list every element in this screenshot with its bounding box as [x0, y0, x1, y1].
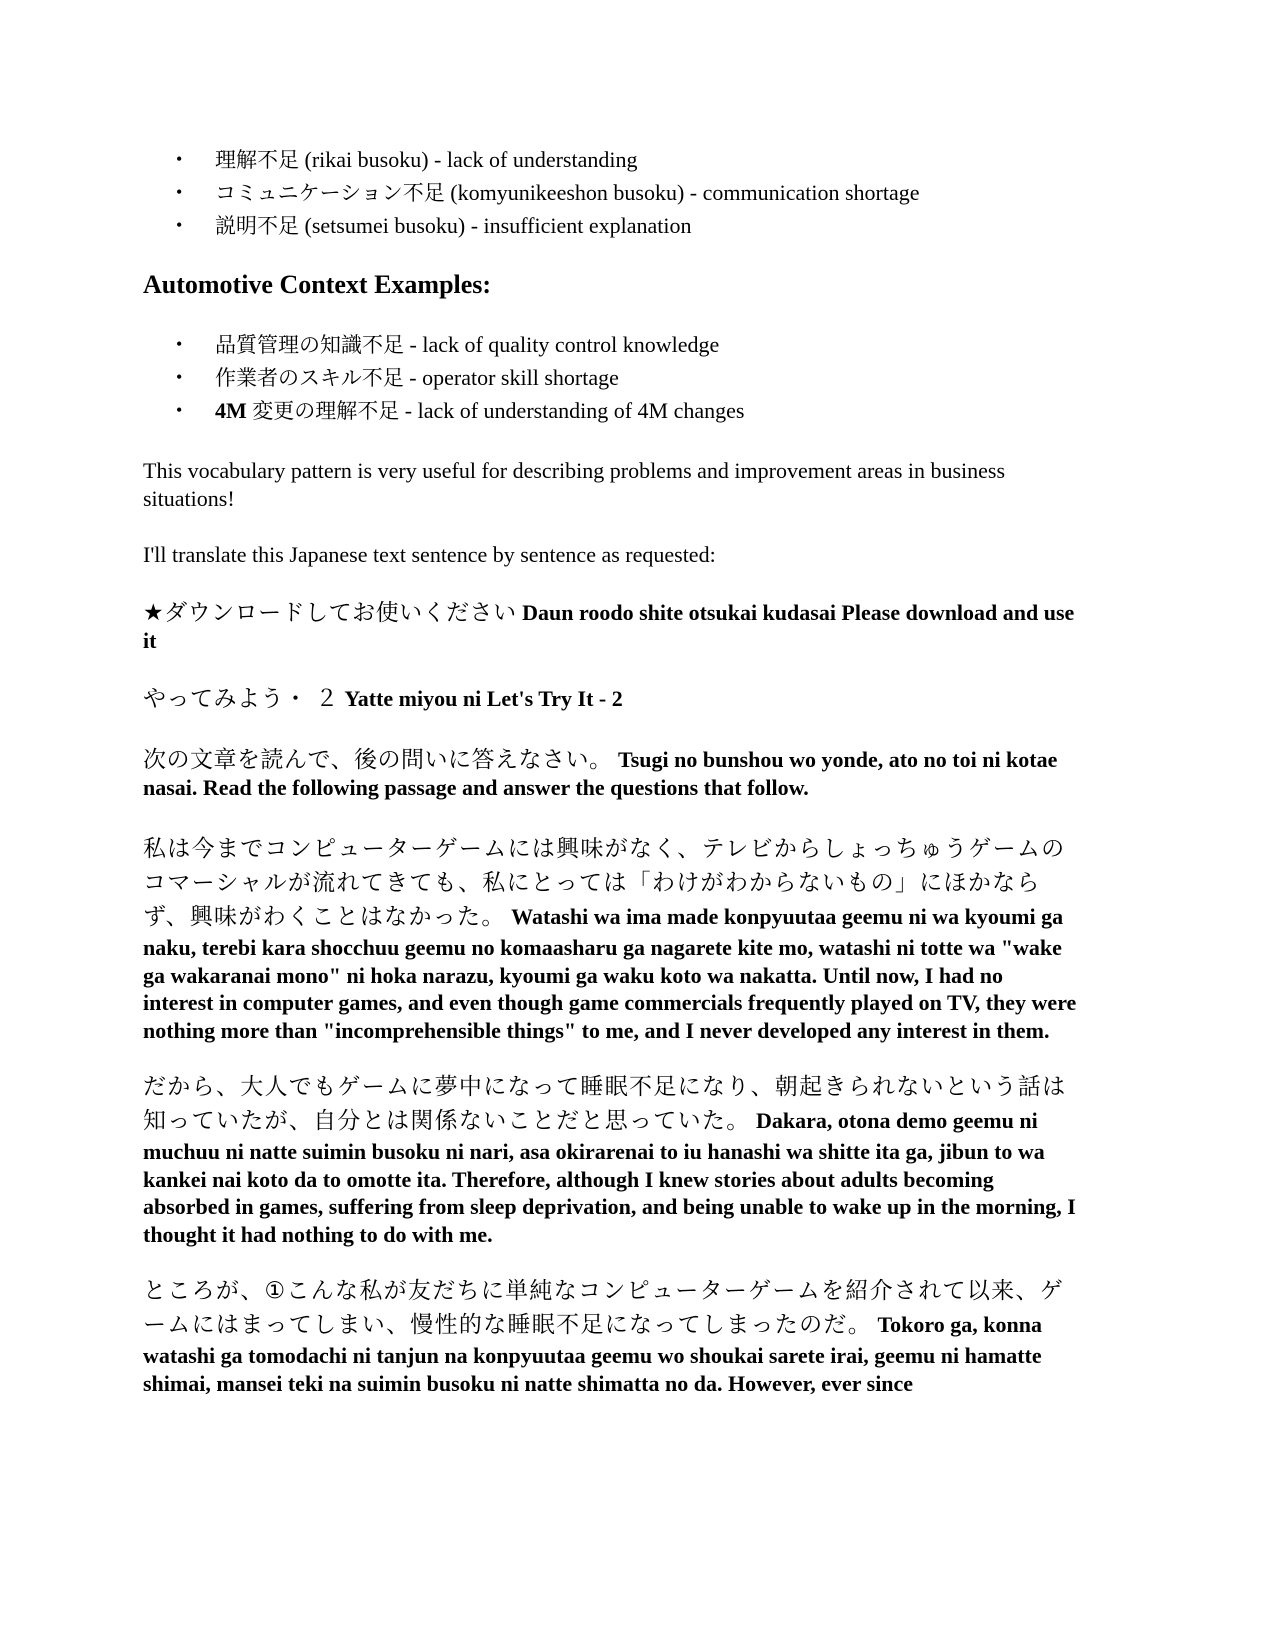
- japanese-sentence: 私は今までコンピューターゲームには興味がなく、テレビからしょっちゅうゲームのコマーシャルが流れてきても、私にとっては「わけがわからないもの」にほかならず、興味がわくことはなかった。: [143, 836, 1066, 930]
- list-item: [143, 361, 1078, 394]
- translation-text: Dakara, otona demo geemu ni muchuu ni natte suimin busoku ni nari, asa okirarenai to iu hanashi wa shitte ita ga, jibun to wa kankei nai koto da to omotte ita. Therefore, although I knew stories about adults becoming absorbed in games, suffering from sleep deprivation, and being unable to wake up in the morning, I thought it had nothing to do with me.: [143, 1108, 1076, 1247]
- translation-text: Tsugi no bunshou wo yonde, ato no toi ni kotae nasai. Read the following passage and answer the questions that follow.: [143, 747, 1058, 800]
- translation-text: Yatte miyou ni Let's Try It - 2: [338, 686, 623, 711]
- vocab-japanese: コミュニケーション不足: [215, 181, 445, 205]
- japanese-sentence: ★ダウンロードしてお使いください: [143, 600, 517, 626]
- vocab-japanese: 作業者のスキル不足: [215, 366, 404, 390]
- bullet-icon: •: [176, 367, 183, 387]
- list-item: [143, 328, 1078, 361]
- translation-text: Watashi wa ima made konpyuutaa geemu ni wa kyoumi ga naku, terebi kara shocchuu geemu no komaasharu ga nagarete kite mo, watashi ni totte wa "wake ga wakaranai mono" ni hoka narazu, kyoumi ga waku koto wa nakatta. Until now, I had no interest in computer games, and even though game commercials frequently played on TV, they were nothing more than "incomprehensible things" to me, and I never developed any interest in them.: [143, 904, 1077, 1043]
- japanese-sentence: 次の文章を読んで、後の問いに答えなさい。: [143, 747, 613, 773]
- japanese-sentence: ところが、①こんな私が友だちに単純なコンピューターゲームを紹介されて以来、ゲームにはまってしまい、慢性的な睡眠不足になってしまったのだ。: [143, 1278, 1065, 1338]
- section-heading: Automotive Context Examples:: [143, 270, 492, 299]
- bullet-icon: •: [176, 149, 183, 169]
- vocab-gloss: - lack of quality control knowledge: [404, 332, 720, 357]
- translation-text: Tokoro ga, konna watashi ga tomodachi ni tanjun na konpyuutaa geemu wo shoukai sarete irai, geemu ni hamatte shimai, mansei teki na suimin busoku ni natte shimatta no da. However, ever since: [143, 1312, 1042, 1396]
- translation-text: Daun roodo shite otsukai kudasai Please download and use it: [143, 600, 1075, 653]
- vocab-list-general: [143, 143, 1078, 242]
- sentence-block: [143, 832, 1078, 1044]
- list-item: [143, 209, 1078, 242]
- vocab-gloss: - lack of understanding of 4M changes: [399, 398, 745, 423]
- vocab-gloss: (rikai busoku) - lack of understanding: [299, 147, 638, 172]
- sentence-block: [143, 746, 1078, 802]
- vocab-prefix: 4M: [215, 398, 253, 423]
- bullet-icon: •: [176, 400, 183, 420]
- sentence-block: [143, 599, 1078, 655]
- vocab-japanese: 説明不足: [215, 214, 299, 238]
- vocab-list-automotive: [143, 328, 1078, 427]
- japanese-sentence: やってみよう・ ２: [143, 686, 339, 712]
- bullet-icon: •: [176, 182, 183, 202]
- vocab-gloss: - operator skill shortage: [403, 365, 619, 390]
- sentence-block: [143, 1274, 1078, 1397]
- vocab-japanese: 理解不足: [215, 148, 299, 172]
- note-paragraph: This vocabulary pattern is very useful for describing problems and improvement areas in business situations!: [143, 458, 1006, 511]
- intro-paragraph: I'll translate this Japanese text sentence by sentence as requested:: [143, 542, 716, 567]
- bullet-icon: •: [176, 215, 183, 235]
- list-item: [143, 394, 1078, 427]
- vocab-japanese: 品質管理の知識不足: [215, 333, 404, 357]
- sentence-block: [143, 1070, 1078, 1248]
- bullet-icon: •: [176, 334, 183, 354]
- list-item: [143, 176, 1078, 209]
- document-page: [143, 140, 1078, 1397]
- list-item: [143, 143, 1078, 176]
- vocab-gloss: (setsumei busoku) - insufficient explanation: [299, 213, 692, 238]
- vocab-gloss: (komyunikeeshon busoku) - communication shortage: [444, 180, 920, 205]
- vocab-japanese: 変更の理解不足: [252, 399, 400, 423]
- sentence-block: [143, 685, 1078, 713]
- japanese-sentence: だから、大人でもゲームに夢中になって睡眠不足になり、朝起きられないという話は知っていたが、自分とは関係ないことだと思っていた。: [143, 1074, 1067, 1134]
